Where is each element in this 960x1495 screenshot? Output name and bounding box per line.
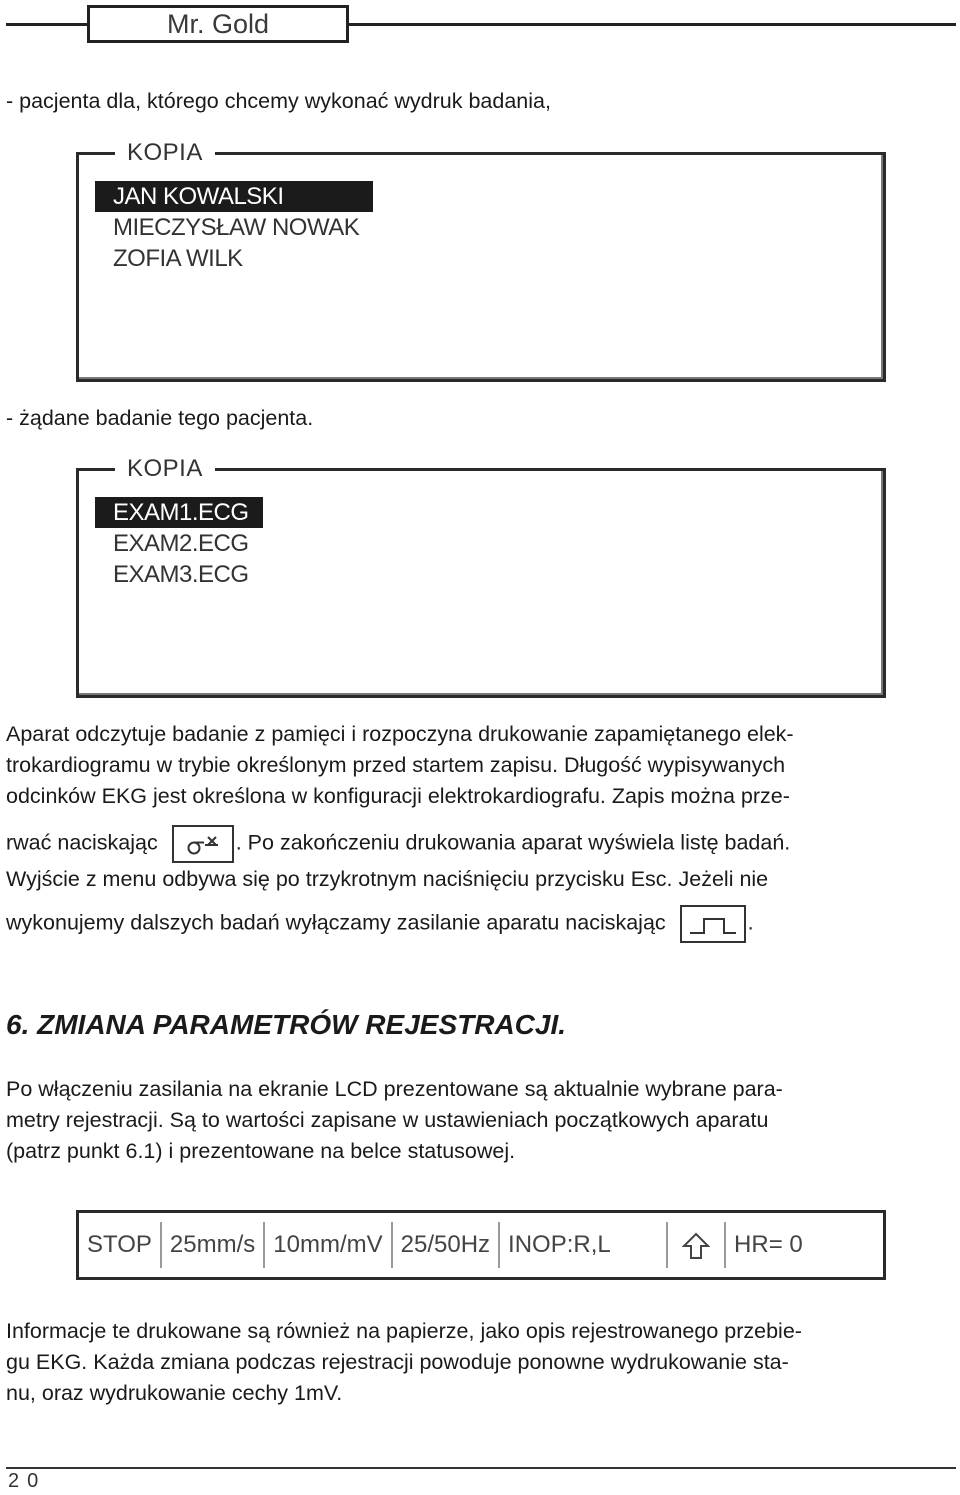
para1-line-3: odcinków EKG jest określona w konfiguracji elektrokardiografu. Zapis można prze- [6,784,790,808]
header-title: Mr. Gold [166,9,270,39]
para1-line-4 [6,825,790,863]
status-speed: 25mm/s [162,1222,265,1268]
para2-line-2: metry rejestracji. Są to wartości zapisane w ustawieniach początkowych aparatu [6,1108,769,1132]
para3-line-2: gu EKG. Każda zmiana podczas rejestracji powoduje ponowne wydrukowanie sta- [6,1350,789,1374]
status-bar [76,1210,886,1280]
status-sensitivity: 10mm/mV [265,1222,392,1268]
para1-line-6 [6,905,754,943]
para1-line-5: Wyjście z menu odbywa się po trzykrotnym naciśnięciu przycisku Esc. Jeżeli nie [6,867,769,891]
para3-line-3: nu, oraz wydrukowanie cechy 1mV. [6,1381,343,1405]
patient-item[interactable]: MIECZYSŁAW NOWAK [113,214,360,241]
patient-item[interactable]: ZOFIA WILK [113,245,243,272]
exam-list [95,497,263,590]
header-title-box [87,5,349,43]
lcd-title: KOPIA [115,139,215,167]
status-filter: 25/50Hz [393,1222,500,1268]
intro-line-2: - żądane badanie tego pacjenta. [6,406,314,430]
patient-item-selected[interactable]: JAN KOWALSKI [95,181,373,212]
footer-rule [6,1467,956,1469]
sigma-cross-icon [174,827,232,861]
intro-line-1: - pacjenta dla, którego chcemy wykonać wydruk badania, [6,89,551,113]
lcd-screen-exams [76,455,886,698]
lcd-screen-patients [76,139,886,382]
status-inop: INOP:R,L [500,1222,668,1268]
para2-line-3: (patrz punkt 6.1) i prezentowane na belce statusowej. [6,1139,516,1163]
section-heading: 6. ZMIANA PARAMETRÓW REJESTRACJI. [6,1009,567,1040]
power-off-icon [682,907,744,941]
stop-print-key-icon [172,825,234,863]
status-hr: HR= 0 [734,1231,803,1258]
exam-item[interactable]: EXAM3.ECG [113,561,249,588]
para1-line-4a: rwać naciskając [6,830,158,855]
para1-line-6b: . [747,910,754,935]
para3-line-1: Informacje te drukowane są również na papierze, jako opis rejestrowanego przebie- [6,1319,802,1343]
para1-line-2: trokardiogramu w trybie określonym przed startem zapisu. Długość wypisywanych [6,753,786,777]
para1-line-1: Aparat odczytuje badanie z pamięci i rozpoczyna drukowanie zapamiętanego elek- [6,722,794,746]
exam-item-selected[interactable]: EXAM1.ECG [95,497,263,528]
para1-line-4b: . Po zakończeniu drukowania aparat wyświela listę badań. [235,830,791,855]
lcd-title: KOPIA [115,455,215,483]
power-key-icon [680,905,746,943]
page-number: 20 [8,1470,47,1492]
para1-line-6a: wykonujemy dalszych badań wyłączamy zasilanie aparatu naciskając [6,910,666,935]
shift-arrow-icon [681,1231,711,1261]
status-shift-cell [668,1222,726,1268]
para2-line-1: Po włączeniu zasilania na ekranie LCD prezentowane są aktualnie wybrane para- [6,1077,783,1101]
status-mode: STOP [79,1222,162,1268]
patient-list [95,181,373,274]
exam-item[interactable]: EXAM2.ECG [113,530,249,557]
